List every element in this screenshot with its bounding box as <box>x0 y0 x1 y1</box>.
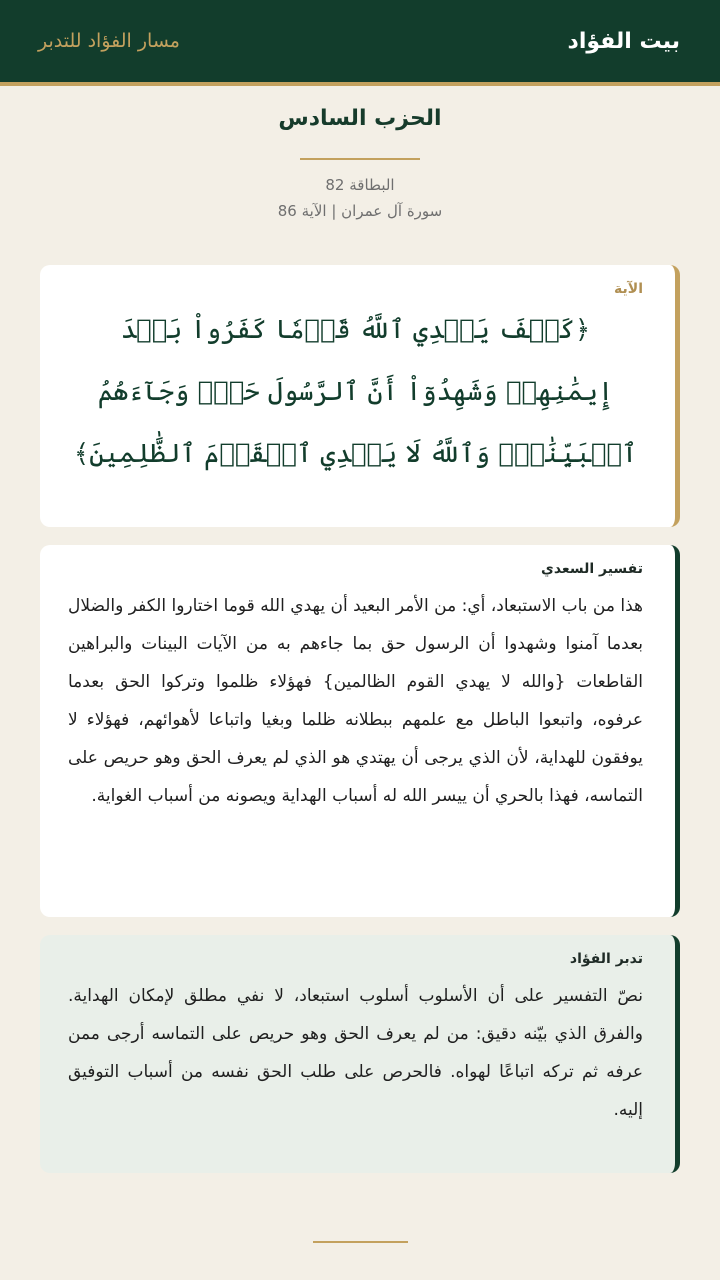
tafsir-card <box>40 545 680 917</box>
app-tagline: مسار الفؤاد للتدبر <box>38 30 180 52</box>
bottom-divider <box>313 1241 408 1243</box>
top-app-bar <box>0 0 720 86</box>
tadabbur-card-title: تدبر الفؤاد <box>569 951 643 967</box>
tafsir-text: هذا من باب الاستبعاد، أي: من الأمر البعيد أن يهدي الله قوما اختاروا الكفر والضلال بعدما آمنوا وشهدوا أن الرسول حق بما جاءهم به من الآيات البينات والبراهين القاطعات {والله لا يهدي القوم الظالمين} فهؤلاء ظلموا وتركوا الحق بعدما عرفوه، واتبعوا الباطل مع علمهم ببطلانه ظلما وبغيا واتباعا لأهوائهم، فهؤلاء لا يوفقون للهداية، لأن الذي يرجى أن يهتدي هو الذي لم يعرف الحق وهو حريص على التماسه، فهذا بالحري أن ييسر الله له أسباب الهداية ويصونه من أسباب الغواية. <box>68 596 643 806</box>
hizb-title: الحزب السادس <box>278 106 442 131</box>
gold-divider <box>300 158 420 160</box>
tadabbur-card <box>40 935 680 1173</box>
tadabbur-text: نصّ التفسير على أن الأسلوب أسلوب استبعاد، لا نفي مطلق لإمكان الهداية. والفرق الذي بيّنه دقيق: من لم يعرف الحق وهو حريص على التماسه أرجى ممن عرفه ثم تركه اتباعًا لهواه. فالحرص على طلب الحق نفسه من أسباب التوفيق إليه. <box>68 986 643 1120</box>
tafsir-card-title: تفسير السعدي <box>541 561 643 577</box>
card-number: البطاقة 82 <box>325 176 395 194</box>
surah-reference: سورة آل عمران | الآية 86 <box>277 202 443 220</box>
app-brand-title[interactable]: بيت الفؤاد <box>567 28 680 54</box>
verse-card <box>40 265 680 527</box>
page-header <box>0 86 720 220</box>
verse-text: ﴿كَيۡفَ يَهۡدِي ٱللَّهُ قَوۡمٗا كَفَرُواْ بَعۡدَ إِيمَٰنِهِمۡ وَشَهِدُوٓاْ أَنَّ ٱلرَّسُولَ حَقّٞ وَجَآءَهُمُ ٱلۡبَيِّنَٰتُۚ وَٱللَّهُ لَا يَهۡدِي ٱلۡقَوۡمَ ٱلظَّٰلِمِينَ﴾ <box>73 315 638 469</box>
verse-card-title: الآية <box>614 281 643 297</box>
